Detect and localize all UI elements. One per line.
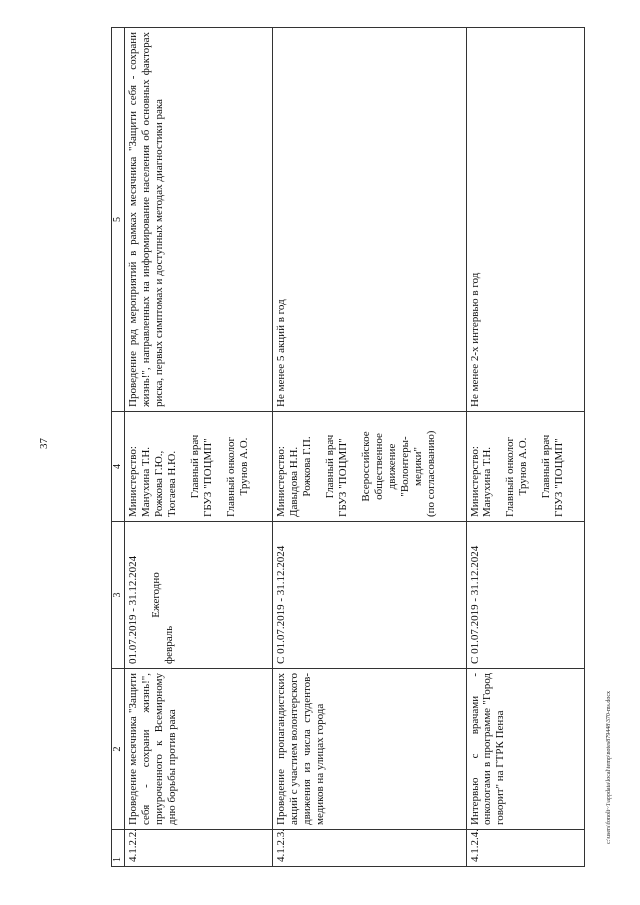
responsible-ministry: Министерство: bbox=[468, 446, 481, 517]
row-number: 4.1.2.3. bbox=[273, 830, 466, 867]
period-month: февраль bbox=[162, 625, 175, 664]
column-header-5: 5 bbox=[112, 28, 125, 412]
event-cell: Интервью с врачами - онкологами в программе "Город говорит" на ГТРК Пенза bbox=[466, 669, 584, 830]
responsible-cell bbox=[125, 412, 273, 522]
responsible-cell bbox=[273, 412, 466, 522]
responsible-person: Давыдова Н.Н. bbox=[288, 446, 301, 517]
period-frequency: Ежегодно bbox=[149, 572, 162, 618]
table-row bbox=[125, 28, 273, 867]
movement-line: медики" bbox=[412, 447, 425, 486]
file-path-footer: c:\users\fonoli~1\appdata\local\temp\notes879448\370-ms.docx bbox=[606, 690, 612, 844]
period-cell bbox=[125, 522, 273, 669]
doctor-org: ГБУЗ "ПОЦМП" bbox=[201, 438, 214, 517]
responsible-person: Тюгаева Н.Ю. bbox=[165, 450, 178, 517]
movement-line: "Волонтеры- bbox=[399, 436, 412, 497]
row-number: 4.1.2.2. bbox=[125, 830, 273, 867]
result-cell: Не менее 2-х интервью в год bbox=[466, 28, 584, 412]
movement-line: (по согласованию) bbox=[425, 430, 438, 517]
movement-line: Всероссийское bbox=[360, 431, 373, 502]
doctor-title: Главный врач bbox=[540, 434, 553, 499]
responsible-cell bbox=[466, 412, 584, 522]
doctor-title: Главный врач bbox=[324, 434, 337, 499]
event-cell: Проведение месячника "Защити себя - сохрани жизнь!", приуроченного к Всемирному дню борьбы против рака bbox=[125, 669, 273, 830]
responsible-ministry: Министерство: bbox=[275, 446, 288, 517]
period-cell: С 01.07.2019 - 31.12.2024 bbox=[273, 522, 466, 669]
period-text: 01.07.2019 - 31.12.2024 bbox=[127, 555, 139, 664]
page-number: 37 bbox=[38, 438, 50, 449]
event-cell: Проведение пропагандистских акций с участием волонтерского движения из числа студентов-медиков на улицах города bbox=[273, 669, 466, 830]
responsible-person: Рожкова Г.Ю., bbox=[152, 450, 165, 517]
row-number: 4.1.2.4. bbox=[466, 830, 584, 867]
oncologist-name: Трунов А.О. bbox=[237, 437, 250, 496]
rotated-table-sheet bbox=[111, 28, 585, 867]
doctor-org: ГБУЗ "ПОЦМП" bbox=[337, 438, 350, 517]
responsible-ministry: Министерство: bbox=[127, 446, 139, 517]
result-cell: Проведение ряд мероприятий в рамках месячника "Защити себя - сохрани жизнь!", направленных на информирование населения об основных факторах риска, первых симптомах и доступных методах диагностики рака bbox=[125, 28, 273, 412]
header-row bbox=[112, 28, 125, 867]
movement-line: общественное bbox=[373, 433, 386, 500]
column-header-4: 4 bbox=[112, 412, 125, 522]
column-header-3: 3 bbox=[112, 522, 125, 669]
responsible-person: Манухина Т.Н. bbox=[481, 446, 494, 517]
movement-line: движение bbox=[386, 443, 399, 490]
table-row bbox=[466, 28, 584, 867]
doctor-title: Главный врач bbox=[188, 434, 201, 499]
responsible-person: Рожкова Г.П. bbox=[301, 436, 314, 497]
result-cell: Не менее 5 акций в год bbox=[273, 28, 466, 412]
column-header-1: 1 bbox=[112, 830, 125, 867]
period-cell: С 01.07.2019 - 31.12.2024 bbox=[466, 522, 584, 669]
table-row bbox=[273, 28, 466, 867]
oncologist-title: Главный онколог bbox=[224, 436, 237, 517]
column-header-2: 2 bbox=[112, 669, 125, 830]
doctor-org: ГБУЗ "ПОЦМП" bbox=[553, 438, 566, 517]
oncologist-name: Трунов А.О. bbox=[517, 437, 530, 496]
plan-table bbox=[111, 27, 585, 867]
responsible-person: Манухина Т.Н. bbox=[139, 446, 152, 517]
oncologist-title: Главный онколог bbox=[504, 436, 517, 517]
